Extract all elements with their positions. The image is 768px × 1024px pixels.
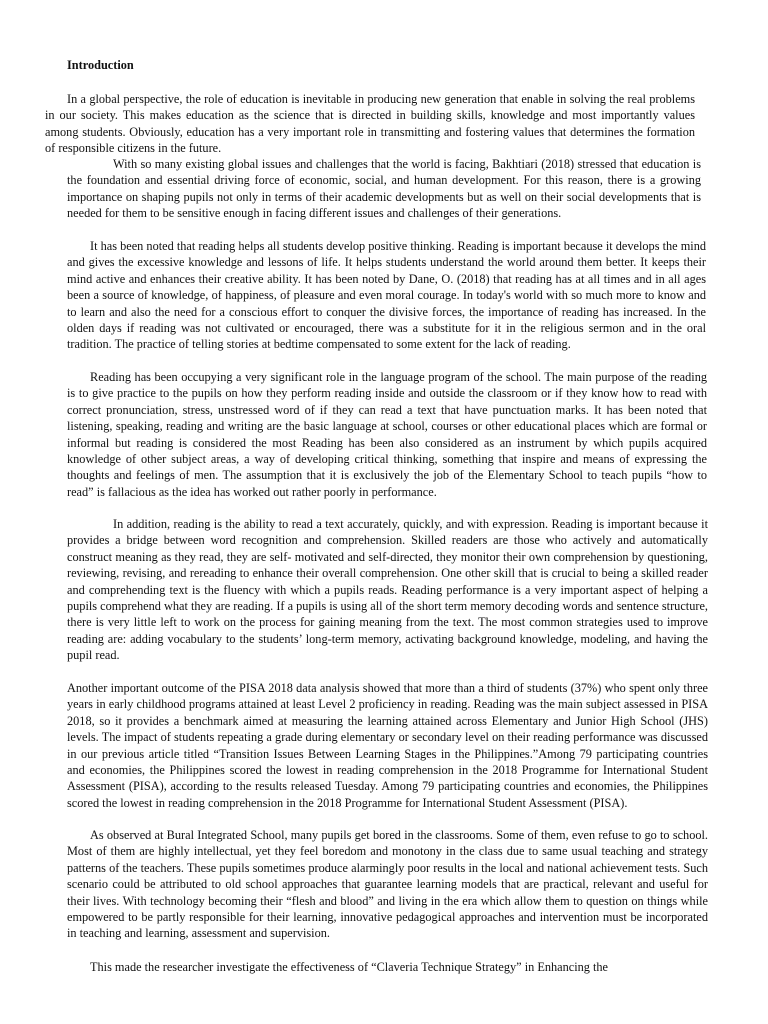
- paragraph-6: Another important outcome of the PISA 2018 data analysis showed that more than a third of students (37%) who spent only three years in early childhood programs attained at least Level 2 proficiency in reading. Reading was the main subject assessed in PISA 2018, so it provides a benchmark aimed at measuring the learning attained across Elementary and Junior High School (JHS) levels. The impact of students repeating a grade during elementary or secondary level on their reading performance was discussed in our previous article titled “Transition Issues Between Learning Stages in the Philippines.”Among 79 participating countries and economies, the Philippines scored the lowest in reading comprehension in the 2018 Programme for International Student Assessment (PISA), according to the results released Tuesday. Among 79 participating countries and economies, the Philippines scored the lowest in reading comprehension in the 2018 Programme for International Student Assessment (PISA).: [67, 681, 708, 810]
- paragraph-8: This made the researcher investigate the effectiveness of “Claveria Technique Strategy” in Enhancing the: [90, 960, 609, 974]
- paragraph-7: As observed at Bural Integrated School, many pupils get bored in the classrooms. Some of them, even refuse to go to school. Most of them are highly intellectual, yet they feel boredom and monotony in the class due to same usual teaching and strategy patterns of the teachers. These pupils sometimes produce alarmingly poor results in the local and national achievement tests. Such scenario could be attributed to old school approaches that guarantee learning models that are practical, relevant and useful for their lives. With technology becoming their “flesh and blood” and living in the era which allow them to question on things while empowered to be partly responsible for their learning, innovative pedagogical approaches and intervention must be incorporated in teaching and learning, assessment and supervision.: [67, 828, 708, 941]
- paragraph-1: In a global perspective, the role of education is inevitable in producing new generation that enable in solving the real problems in our society. This makes education as the science that is directed in building skills, knowledge and most importantly values among students. Obviously, education has a very important role in transmitting and fostering values that determines the formation of responsible citizens in the future.: [45, 92, 695, 156]
- paragraph-5: In addition, reading is the ability to read a text accurately, quickly, and with expression. Reading is important because it provides a bridge between word recognition and comprehension. Skilled readers are those who actively and automatically construct meaning as they read, they are self- motivated and self-directed, they monitor their own comprehension by questioning, reviewing, revising, and rereading to enhance their overall comprehension. One other skill that is crucial to being a skilled reader and comprehending text is the fluency with which a pupils reads. Reading performance is a very important aspect of helping a pupils comprehend what they are reading. If a pupils is using all of the short term memory decoding words and sentence structure, there is very little left to work on the process for gaining meaning from the text. The most common strategies used to improve reading are: adding vocabulary to the students’ long-term memory, activating background knowledge, modeling, and having the pupil read.: [67, 517, 708, 663]
- paragraph-3: It has been noted that reading helps all students develop positive thinking. Reading is important because it develops the mind and gives the excessive knowledge and lessons of life. It helps students understand the world around them better. It keeps their mind active and enhances their creative ability. It has been noted by Dane, O. (2018) that reading has at all times and in all ages been a source of knowledge, of happiness, of pleasure and even moral courage. In today's world with so much more to know and to learn and also the need for a conscious effort to conquer the divisive forces, the importance of reading has increased. In the olden days if reading was not cultivated or encouraged, there was a substitute for it in the religious sermon and in the oral tradition. The practice of telling stories at bedtime compensated to some extent for the lack of reading.: [67, 239, 706, 352]
- paragraph-4: Reading has been occupying a very significant role in the language program of the school. The main purpose of the reading is to give practice to the pupils on how they perform reading inside and outside the classroom or if they know how to read with correct pronunciation, stress, unstressed word of if they can read a text that have punctuation marks. It has been noted that listening, speaking, reading and writing are the basic language at school, courses or other educational places which are formal or informal but reading is considered the most Reading has been also considered as an instrument by which pupils acquired knowledge of other subject areas, a way of developing critical thinking, something that inspire and means of expressing the thoughts and feelings of men. The assumption that it is exclusively the job of the Elementary School to teach pupils “how to read” is fallacious as the idea has worked out rather poorly in performance.: [67, 370, 707, 499]
- section-heading: Introduction: [67, 58, 134, 72]
- paragraph-2: With so many existing global issues and challenges that the world is facing, Bakhtiari (2018) stressed that education is the foundation and essential driving force of economic, social, and human development. For this reason, there is a growing importance on shaping pupils not only in terms of their academic developments but as well on their social developments that is needed for them to be sensitive enough in facing different issues and challenges of their generations.: [67, 157, 701, 221]
